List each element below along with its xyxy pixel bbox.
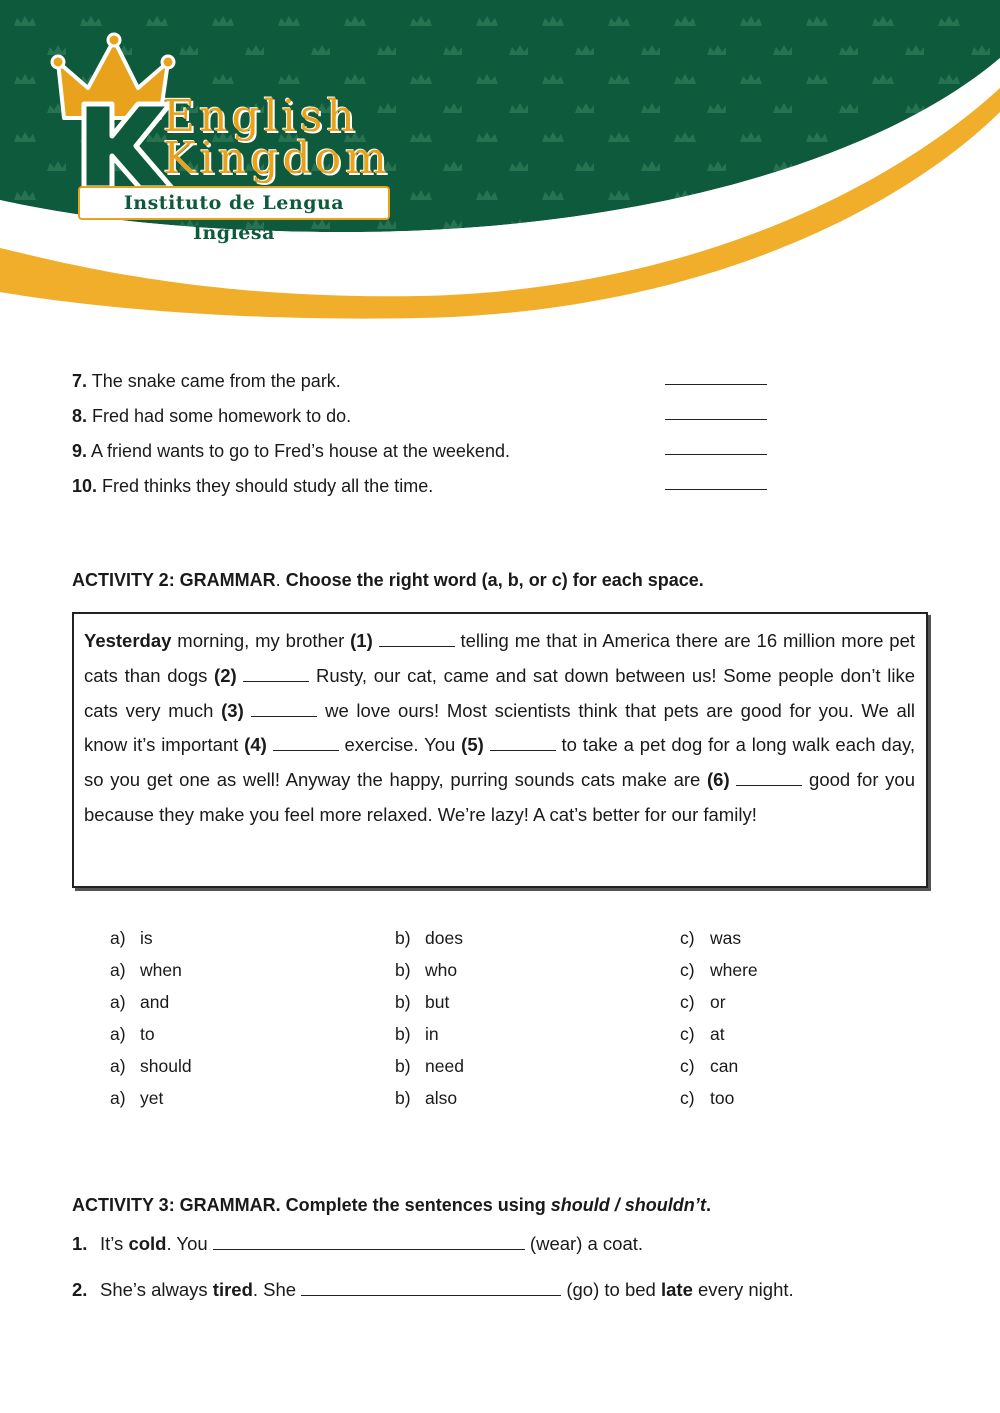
- gap-blank-1[interactable]: [379, 630, 455, 647]
- option-word: when: [140, 960, 182, 980]
- option-letter: c): [680, 1024, 695, 1044]
- option-word: where: [710, 960, 758, 980]
- header-banner: [0, 0, 1000, 330]
- option-letter: c): [680, 1088, 695, 1108]
- gap-blank-4[interactable]: [273, 734, 339, 751]
- gap-number: (1): [350, 630, 373, 651]
- option-c[interactable]: [680, 959, 758, 981]
- option-word: but: [425, 992, 450, 1012]
- logo-title: [163, 91, 391, 184]
- option-c[interactable]: [680, 991, 726, 1013]
- option-letter: a): [110, 928, 126, 948]
- answer-blank[interactable]: [665, 419, 767, 420]
- option-letter: b): [395, 992, 411, 1012]
- answer-line-2[interactable]: [301, 1277, 561, 1296]
- true-false-item: [72, 401, 772, 431]
- sentence-text: . She: [252, 1279, 302, 1300]
- activity-3-title-italic: should / shouldn’t: [550, 1195, 707, 1215]
- sentence-text: (wear) a coat.: [524, 1233, 644, 1254]
- option-letter: c): [680, 960, 695, 980]
- sentence-1: [72, 1231, 643, 1257]
- option-letter: a): [110, 1024, 126, 1044]
- passage-text: to take a pet dog for a long walk each day, so you get one as well! Anyway the happy, purring sounds cats make are: [84, 734, 916, 791]
- passage-text: telling me that in America there are 16 million more pet cats than dogs: [84, 630, 916, 686]
- gap-number: (2): [214, 664, 237, 686]
- option-c[interactable]: [680, 1055, 738, 1077]
- option-letter: a): [110, 1056, 126, 1076]
- activity-3-title-main: ACTIVITY 3: GRAMMAR. Complete the sentences using: [72, 1195, 551, 1215]
- answer-blank[interactable]: [665, 489, 767, 490]
- answer-line-1[interactable]: [213, 1231, 525, 1250]
- item-text: Fred had some homework to do.: [92, 406, 352, 426]
- sentence-text: . You: [166, 1233, 213, 1254]
- option-word: is: [140, 928, 153, 948]
- option-word: in: [425, 1024, 439, 1044]
- option-letter: c): [680, 1056, 695, 1076]
- gap-number: (3): [221, 699, 244, 721]
- passage-lead-word: Yesterday: [84, 630, 172, 651]
- option-word: too: [710, 1088, 735, 1108]
- sentence-2: [72, 1277, 794, 1303]
- true-false-item: [72, 366, 772, 396]
- passage-text: good for you because they make you feel more relaxed. We’re lazy! A cat’s better for our family!: [84, 769, 915, 825]
- option-word: need: [425, 1056, 464, 1076]
- item-text: Fred thinks they should study all the time.: [102, 476, 434, 496]
- option-a[interactable]: [110, 1023, 155, 1045]
- activity-2-title-rest: Choose the right word (a, b, or c) for each space.: [280, 570, 704, 590]
- activity-3-title-end: .: [706, 1195, 712, 1215]
- passage-text: morning, my brother: [171, 630, 351, 651]
- gap-blank-3[interactable]: [251, 700, 317, 717]
- true-false-item: [72, 436, 772, 466]
- passage-text: Rusty, our cat, came and sat down between us! Some people don’t like cats very much: [84, 664, 915, 721]
- option-letter: a): [110, 960, 126, 980]
- option-letter: c): [680, 928, 695, 948]
- option-letter: b): [395, 928, 411, 948]
- option-b[interactable]: [395, 991, 449, 1013]
- option-word: was: [710, 928, 742, 948]
- sentence-keyword: late: [660, 1279, 693, 1300]
- logo-line-kingdom: Kingdom: [163, 133, 391, 184]
- activity-2-title: [72, 568, 704, 592]
- option-word: does: [425, 928, 463, 948]
- item-number: 10.: [72, 476, 98, 496]
- logo-line-english: English: [163, 91, 359, 142]
- option-letter: c): [680, 992, 695, 1012]
- option-b[interactable]: [395, 927, 463, 949]
- passage-text: exercise. You: [338, 734, 462, 756]
- option-word: should: [140, 1056, 192, 1076]
- option-word: at: [710, 1024, 725, 1044]
- option-word: can: [710, 1056, 739, 1076]
- sentence-text: (go) to bed: [561, 1279, 661, 1300]
- option-letter: a): [110, 992, 126, 1012]
- true-false-item: [72, 471, 772, 501]
- sentence-keyword: tired: [212, 1279, 253, 1300]
- option-b[interactable]: [395, 1087, 457, 1109]
- option-word: or: [710, 992, 726, 1012]
- activity-2-title-sep: .: [275, 570, 281, 590]
- option-c[interactable]: [680, 1023, 725, 1045]
- sentence-keyword: cold: [128, 1233, 167, 1254]
- gap-blank-6[interactable]: [736, 769, 802, 786]
- activity-2-title-bold: ACTIVITY 2: GRAMMAR: [72, 570, 276, 590]
- passage-text: we love ours! Most scientists think that pets are good for you. We all know it’s important: [84, 699, 915, 756]
- option-word: and: [140, 992, 170, 1012]
- option-a[interactable]: [110, 959, 182, 981]
- option-b[interactable]: [395, 1023, 439, 1045]
- sentence-text: every night.: [692, 1279, 794, 1300]
- gap-number: (6): [707, 769, 730, 791]
- option-c[interactable]: [680, 1087, 734, 1109]
- sentence-text: She’s always: [100, 1279, 213, 1300]
- option-letter: b): [395, 1024, 411, 1044]
- item-number: 7.: [72, 371, 88, 391]
- item-number: 9.: [72, 441, 88, 461]
- option-letter: b): [395, 1088, 411, 1108]
- option-a[interactable]: [110, 927, 153, 949]
- option-letter: a): [110, 1088, 126, 1108]
- option-word: yet: [140, 1088, 164, 1108]
- option-word: to: [140, 1024, 155, 1044]
- gap-blank-5[interactable]: [490, 734, 556, 751]
- sentence-text: It’s: [100, 1233, 129, 1254]
- option-a[interactable]: [110, 1055, 192, 1077]
- item-text: A friend wants to go to Fred’s house at the weekend.: [91, 441, 510, 461]
- item-number: 8.: [72, 406, 88, 426]
- option-b[interactable]: [395, 1055, 464, 1077]
- item-text: The snake came from the park.: [91, 371, 341, 391]
- option-c[interactable]: [680, 927, 741, 949]
- gap-number: (4): [244, 734, 267, 756]
- option-letter: b): [395, 1056, 411, 1076]
- answer-blank[interactable]: [665, 454, 767, 455]
- option-letter: b): [395, 960, 411, 980]
- option-word: who: [425, 960, 458, 980]
- option-word: also: [425, 1088, 458, 1108]
- option-a[interactable]: [110, 1087, 163, 1109]
- sentence-number: 2.: [72, 1279, 88, 1300]
- option-a[interactable]: [110, 991, 169, 1013]
- gap-number: (5): [461, 734, 484, 756]
- logo-subtitle: Instituto de Lengua Inglesa: [78, 186, 390, 220]
- answer-blank[interactable]: [665, 384, 767, 385]
- reading-passage: [84, 624, 915, 833]
- banner-graphic: [0, 0, 1000, 330]
- option-b[interactable]: [395, 959, 457, 981]
- activity-3-title: [72, 1193, 711, 1217]
- gap-blank-2[interactable]: [243, 665, 309, 682]
- sentence-number: 1.: [72, 1233, 88, 1254]
